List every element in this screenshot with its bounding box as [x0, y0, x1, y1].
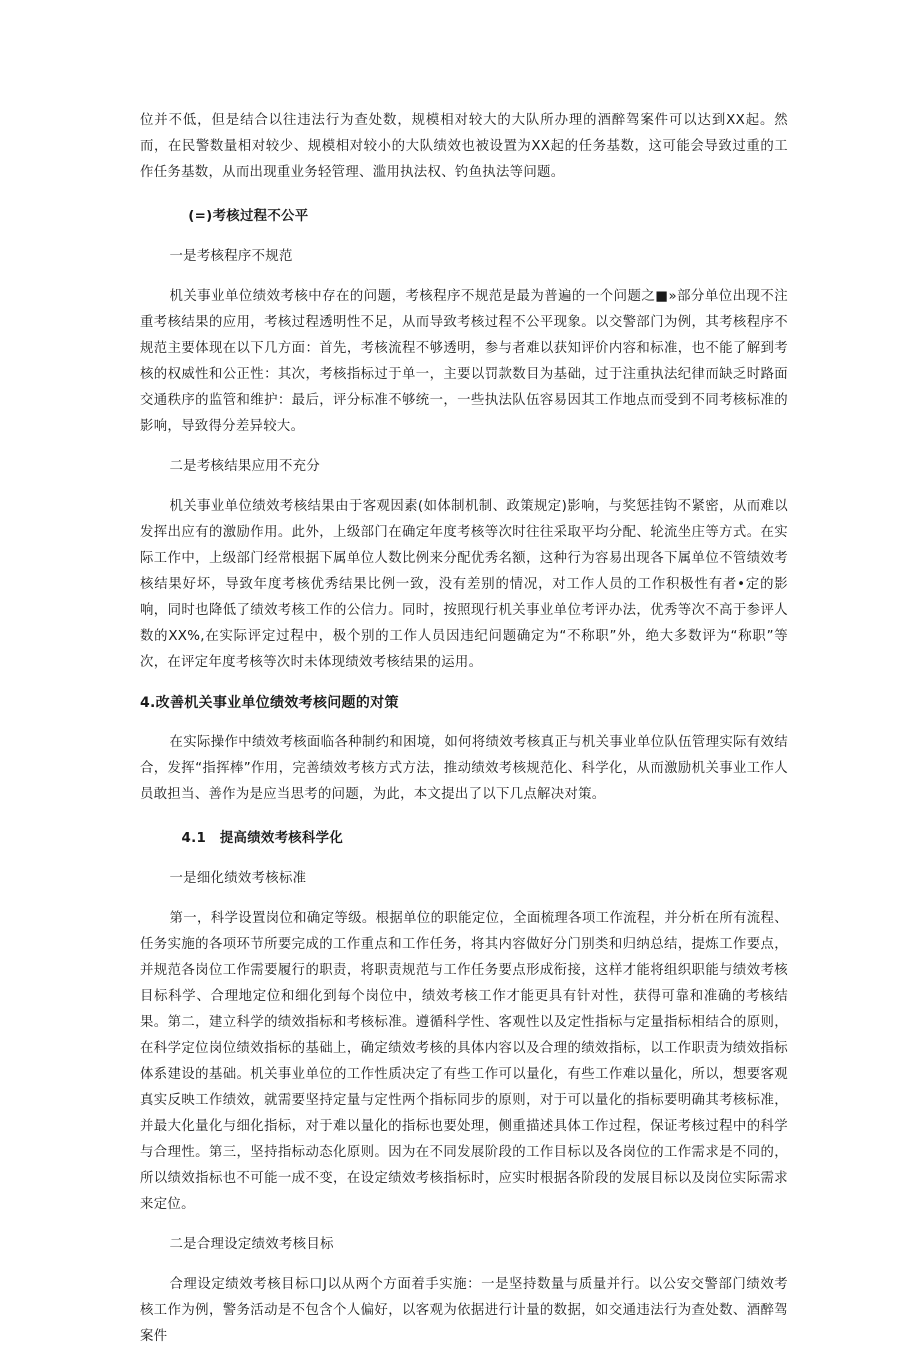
paragraph-insufficient-application: 机关事业单位绩效考核结果由于客观因素(如体制机制、政策规定)影响，与奖惩挂钩不紧密，从而难以发挥出应有的激励作用。此外，上级部门在确定年度考核等次时往往采取平均分配、轮流坐庄等方式。在实际工作中，上级部门经常根据下属单位人数比例来分配优秀名额，这种行为容易出现各下属单位不管绩效考核结果好坏，导致年度考核优秀结果比例一致，没有差别的情况，对工作人员的工作积极性有者•定的影响，同时也降低了绩效考核工作的公信力。同时，按照现行机关事业单位考评办法，优秀等次不高于参评人数的XX%,在实际评定过程中，极个别的工作人员因违纪问题确定为“不称职”外，绝大多数评为“称职”等次，在评定年度考核等次时未体现绩效考核结果的运用。 — [140, 499, 788, 670]
document-body — [140, 108, 788, 1350]
section-heading-4-1: 4.1 提高绩效考核科学化 — [181, 831, 344, 846]
paragraph-set-targets: 合理设定绩效考核目标口J以从两个方面着手实施：一是坚持数量与质量并行。以公安交警部门绩效考核工作为例，警务活动是不包含个人偏好，以客观为依据进行计量的数据，如交通违法行为查处数、酒醉驾案件 — [140, 1277, 788, 1344]
paragraph-refine-standards: 第一，科学设置岗位和确定等级。根据单位的职能定位，全面梳理各项工作流程，并分析在所有流程、任务实施的各项环节所要完成的工作重点和工作任务，将其内容做好分门别类和归纳总结，提炼工作要点，并规范各岗位工作需要履行的职责，将职责规范与工作任务要点形成衔接，这样才能将组织职能与绩效考核目标科学、合理地定位和细化到每个岗位中，绩效考核工作才能更具有针对性，获得可靠和准确的考核结果。第二，建立科学的绩效指标和考核标准。遵循科学性、客观性以及定性指标与定量指标相结合的原则，在科学定位岗位绩效指标的基础上，确定绩效考核的具体内容以及合理的绩效指标，以工作职责为绩效指标体系建设的基础。机关事业单位的工作性质决定了有些工作可以量化，有些工作难以量化，所以，想要客观真实反映工作绩效，就需要坚持定量与定性两个指标同步的原则，对于可以量化的指标要明确其考核标准，并最大化量化与细化指标，对于难以量化的指标也要处理，侧重描述具体工作过程，保证考核过程中的科学与合理性。第三，坚持指标动态化原则。因为在不同发展阶段的工作目标以及各岗位的工作需求是不同的，所以绩效指标也不可能一成不变，在设定绩效考核指标时，应实时根据各阶段的发展目标以及岗位实际需求来定位。 — [140, 911, 788, 1212]
subheading-irregular-procedure: 一是考核程序不规范 — [169, 249, 293, 264]
intro-paragraph: 位并不低，但是结合以往违法行为查处数，规模相对较大的大队所办理的酒醉驾案件可以达到XX起。然而，在民警数量相对较少、规模相对较小的大队绩效也被设置为XX起的任务基数，这可能会导致过重的工作任务基数，从而出现重业务轻管理、滥用执法权、钓鱼执法等问题。 — [140, 113, 788, 180]
section-heading-unfair-process: (=)考核过程不公平 — [188, 209, 309, 224]
subheading-set-targets: 二是合理设定绩效考核目标 — [169, 1237, 334, 1252]
subheading-refine-standards: 一是细化绩效考核标准 — [169, 871, 307, 886]
paragraph-irregular-procedure: 机关事业单位绩效考核中存在的问题，考核程序不规范是最为普遍的一个问题之■»部分单位出现不注重考核结果的应用，考核过程透明性不足，从而导致考核过程不公平现象。以交警部门为例，其考核程序不规范主要体现在以下几方面：首先，考核流程不够透明，参与者难以获知评价内容和标准，也不能了解到考核的权威性和公正性：其次，考核指标过于单一，主要以罚款数目为基础，过于注重执法纪律而缺乏时路面交通秩序的监管和维护：最后，评分标准不够统一，一些执法队伍容易因其工作地点而受到不同考核标准的影响，导致得分差异较大。 — [140, 289, 788, 434]
subheading-insufficient-application: 二是考核结果应用不充分 — [169, 459, 321, 474]
chapter-heading-countermeasures: 4.改善机关事业单位绩效考核问题的对策 — [140, 695, 399, 711]
paragraph-countermeasures-intro: 在实际操作中绩效考核面临各种制约和困境，如何将绩效考核真正与机关事业单位队伍管理实际有效结合，发挥“指挥棒”作用，完善绩效考核方式方法，推动绩效考核规范化、科学化，从而激励机关事业工作人员敢担当、善作为是应当思考的问题，为此，本文提出了以下几点解决对策。 — [140, 735, 788, 802]
